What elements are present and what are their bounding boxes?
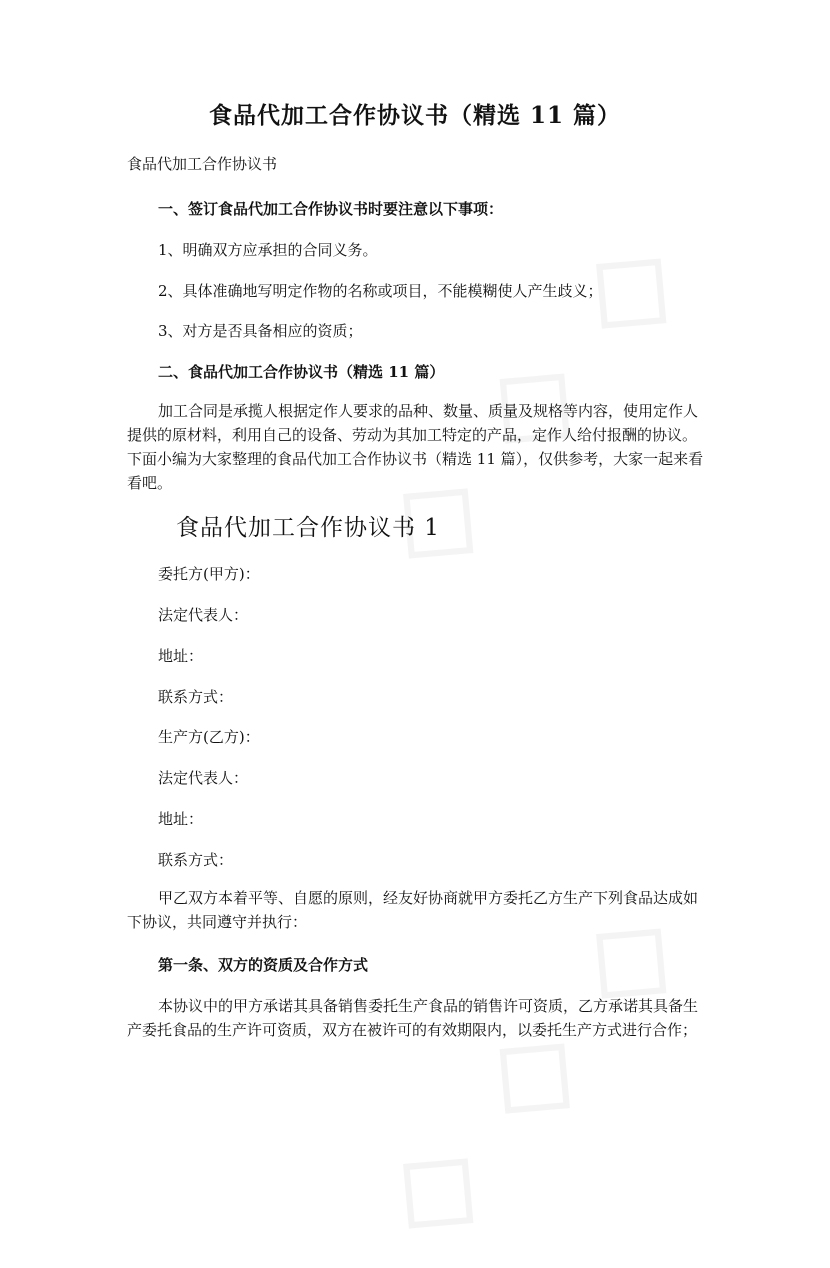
party-b-legal-rep: 法定代表人： (158, 769, 249, 787)
section2-heading: 二、食品代加工合作协议书（精选 11 篇） (158, 363, 445, 381)
document-subtitle: 食品代加工合作协议书 (127, 155, 278, 173)
party-b-address: 地址： (158, 810, 204, 828)
agreement-heading: 食品代加工合作协议书 1 (176, 515, 440, 541)
document-title: 食品代加工合作协议书（精选 11 篇） (208, 102, 622, 129)
party-a-address: 地址： (158, 647, 204, 665)
party-b-contact: 联系方式： (158, 851, 234, 869)
section1-item: 3、对方是否具备相应的资质； (158, 322, 363, 340)
party-b-field: 生产方(乙方)： (158, 728, 260, 746)
article1-heading: 第一条、双方的资质及合作方式 (158, 956, 369, 974)
party-a-contact: 联系方式： (158, 688, 234, 706)
section1-item: 1、明确双方应承担的合同义务。 (158, 241, 378, 259)
section1-item: 2、具体准确地写明定作物的名称或项目，不能模糊使人产生歧义； (158, 282, 603, 300)
agreement-preamble: 甲乙双方本着平等、自愿的原则，经友好协商就甲方委托乙方生产下列食品达成如下协议，共同遵守并执行： (127, 889, 699, 931)
section1-heading: 一、签订食品代加工合作协议书时要注意以下事项： (158, 200, 504, 218)
party-a-legal-rep: 法定代表人： (158, 606, 249, 624)
section2-intro: 加工合同是承揽人根据定作人要求的品种、数量、质量及规格等内容，使用定作人提供的原材料，利用自己的设备、劳动为其加工特定的产品，定作人给付报酬的协议。下面小编为大家整理的食品代加工合作协议书（精选 11 篇），仅供参考，大家一起来看看吧。 (127, 402, 704, 492)
article1-text: 本协议中的甲方承诺其具备销售委托生产食品的销售许可资质，乙方承诺其具备生产委托食品的生产许可资质，双方在被许可的有效期限内，以委托生产方式进行合作； (127, 997, 699, 1039)
party-a-field: 委托方(甲方)： (158, 565, 260, 583)
